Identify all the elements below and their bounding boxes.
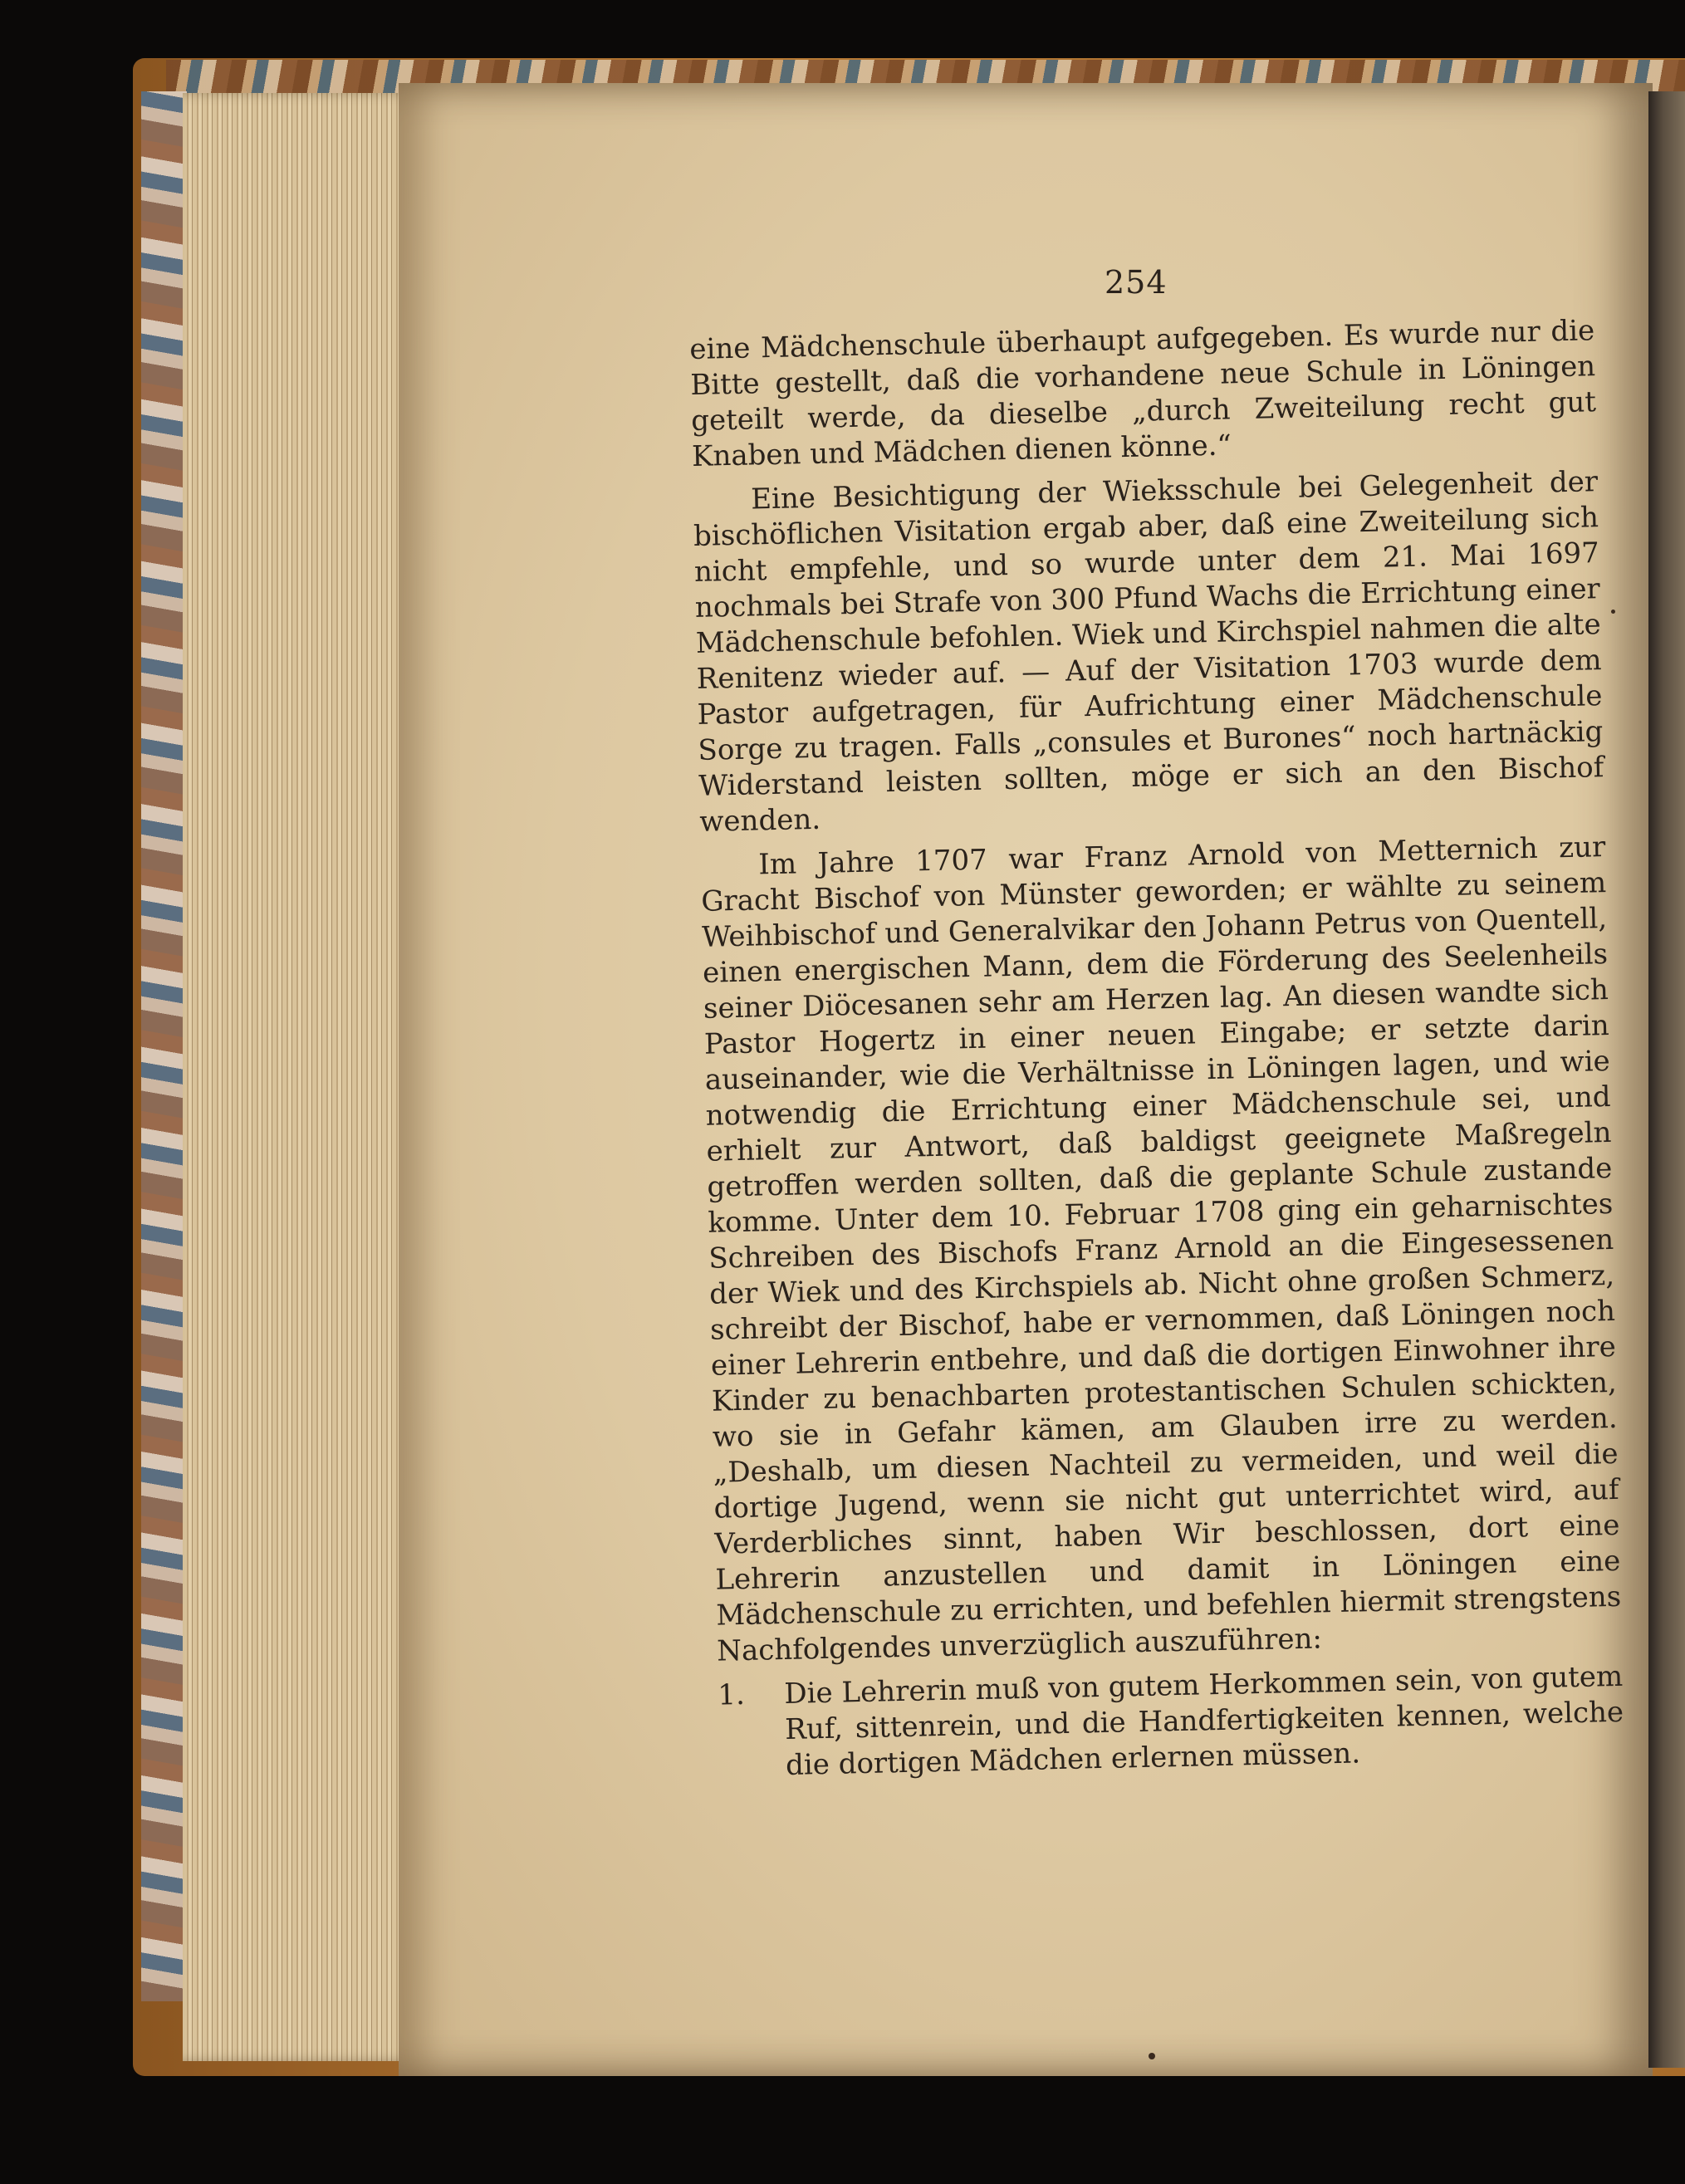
paragraph-3: Im Jahre 1707 war Franz Arnold von Metternich zur Gracht Bischof von Münster geworden; er wählte zu seinem Weihbischof und Generalvikar den Johann Petrus von Quentell, einen energischen Mann, dem die Förderung des Seelenheils seiner Diöcesanen sehr am Herzen lag. An diesen wandte sich Pastor Hogertz in einer neuen Eingabe; er setzte darin auseinander, wie die Verhältnisse in Löningen lagen, und wie notwendig die Errichtung einer Mädchenschule sei, und erhielt zur Antwort, daß baldigst geeignete Maßregeln getroffen werden sollten, daß die geplante Schule zustande komme. Unter dem 10. Februar 1708 ging ein geharnischtes Schreiben des Bischofs Franz Arnold an die Eingesessenen der Wiek und des Kirchspiels ab. Nicht ohne großen Schmerz, schreibt der Bischof, habe er vernommen, daß Löningen noch einer Lehrerin entbehre, und daß die dortigen Einwohner ihre Kinder zu benachbarten protestantischen Schulen schickten, wo sie in Gefahr kämen, am Glauben irre zu werden. „Deshalb, um diesen Nachteil zu vermeiden, und weil die dortige Jugend, wenn sie nicht gut unterrichtet wird, auf Verderbliches sinnt, haben Wir beschlossen, dort eine Lehrerin anzustellen und damit in Löningen eine Mädchenschule zu errichten, und befehlen hiermit strengstens Nachfolgendes unverzüglich auszuführen: <box>700 830 1622 1668</box>
ink-speck <box>1611 610 1615 614</box>
list-item-text: Die Lehrerin muß von gutem Herkommen sein, von gutem Ruf, sittenrein, und die Handfertigkeiten kennen, welche die dortigen Mädchen erlernen müssen. <box>783 1659 1624 1782</box>
page-edges <box>183 93 424 2061</box>
ink-speck <box>1149 2053 1155 2059</box>
paragraph-2: Eine Besichtigung der Wieksschule bei Gelegenheit der bischöflichen Visitation ergab aber, daß eine Zweiteilung sich nicht empfehle, und so wurde unter dem 21. Mai 1697 nochmals bei Strafe von 300 Pfund Wachs die Errichtung einer Mädchenschule befohlen. Wiek und Kirchspiel nahmen die alte Renitenz wieder auf. — Auf der Visitation 1703 wurde dem Pastor aufgetragen, für Aufrichtung einer Mädchenschule Sorge zu tragen. Falls „consules et Burones“ noch hartnäckig Widerstand leisten sollten, möge er sich an den Bischof wenden. <box>693 465 1604 839</box>
page-number: 254 <box>1105 264 1168 301</box>
list-item <box>718 1659 1624 1785</box>
paragraph-1: eine Mädchenschule überhaupt aufgegeben. Es wurde nur die Bitte gestellt, daß die vorhandene neue Schule in Löningen geteilt werde, da dieselbe „durch Zweiteilung recht gut Knaben und Mädchen dienen könne.“ <box>689 314 1597 473</box>
marbled-endpaper-left <box>141 91 187 2001</box>
page-text <box>689 313 1624 1785</box>
facing-page-edge <box>1648 91 1685 2068</box>
list-item-number: 1. <box>717 1677 746 1712</box>
